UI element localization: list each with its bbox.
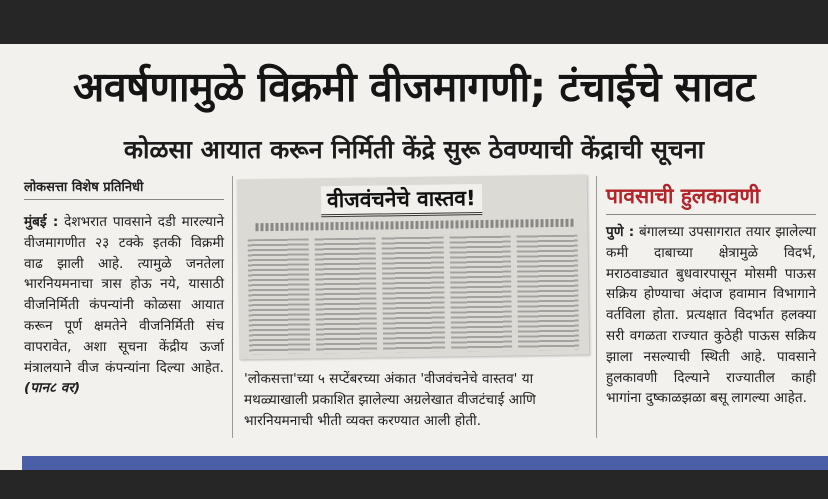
clipping-column (315, 238, 378, 354)
column-divider-right (596, 176, 597, 438)
continued-note: (पान८ वर) (24, 380, 81, 397)
headline: अवर्षणामुळे विक्रमी वीजमागणी; टंचाईचे सावट (73, 63, 755, 111)
editorial-clipping-image (237, 175, 589, 360)
bottom-frame (0, 470, 828, 499)
clipping-title: वीजवंचनेचे वास्तव! (321, 184, 482, 217)
byline-row (24, 177, 224, 200)
subheadline: कोळसा आयात करून निर्मिती केंद्रे सुरू ठेवण्याची केंद्राची सूचना (123, 135, 705, 164)
main-story-dateline: मुंबई : (24, 214, 59, 230)
sidebar-body: बंगालच्या उपसागरात तयार झालेल्या कमी दाबाच्या क्षेत्रामुळे विदर्भ, मराठवाड्यात बुधवारपासून मोसमी पाऊस सक्रिय होण्याचा अंदाज हवामान विभागाने वर्तविला होता. प्रत्यक्षात विदर्भात हलक्या सरी वगळता राज्यात कुठेही पाऊस सक्रिय झाला नसल्याची स्थिती आहे. पावसाने हुलकावणी दिल्याने राज्यातील काही भागांना दुष्काळझळा बसू लागल्या आहेत. (606, 224, 816, 407)
clipping-column (382, 237, 445, 353)
blue-ad-band (22, 456, 828, 470)
newspaper-page (0, 44, 828, 470)
clipping-caption: 'लोकसत्ता'च्या ५ सप्टेंबरच्या अंकात 'वीजवंचनेचे वास्तव' या मथळ्याखाली प्रकाशित झालेल्या अग्रलेखात वीजटंचाई आणि भारनियमनाची भीती व्यक्त करण्यात आली होती. (244, 371, 536, 429)
clipping-intro-text (255, 219, 575, 231)
top-frame (0, 0, 828, 44)
main-story-body: देशभरात पावसाने दडी मारल्याने वीजमागणीत २३ टक्के इतकी विक्रमी वाढ झाली आहे. त्यामुळे जनतेला भारनियमनाचा त्रास होऊ नये, यासाठी वीजनिर्मिती कंपन्यांनी कोळसा आयात करून पूर्ण क्षमतेने वीजनिर्मिती संच वापरावेत, अशा सूचना केंद्रीय ऊर्जा मंत्रालयाने वीज कंपन्यांना दिल्या आहेत. (24, 214, 225, 376)
sidebar-dateline: पुणे : (606, 224, 635, 240)
clipping-column (516, 235, 579, 351)
sidebar-title: पावसाची हुलकावणी (606, 182, 816, 215)
column-divider-left (232, 176, 233, 438)
clipping-column (248, 238, 311, 354)
byline: लोकसत्ता विशेष प्रतिनिधी (24, 177, 224, 200)
main-story (24, 212, 224, 399)
clipping-columns (248, 235, 580, 355)
sidebar-story (606, 222, 816, 409)
clipping-column (449, 236, 512, 352)
